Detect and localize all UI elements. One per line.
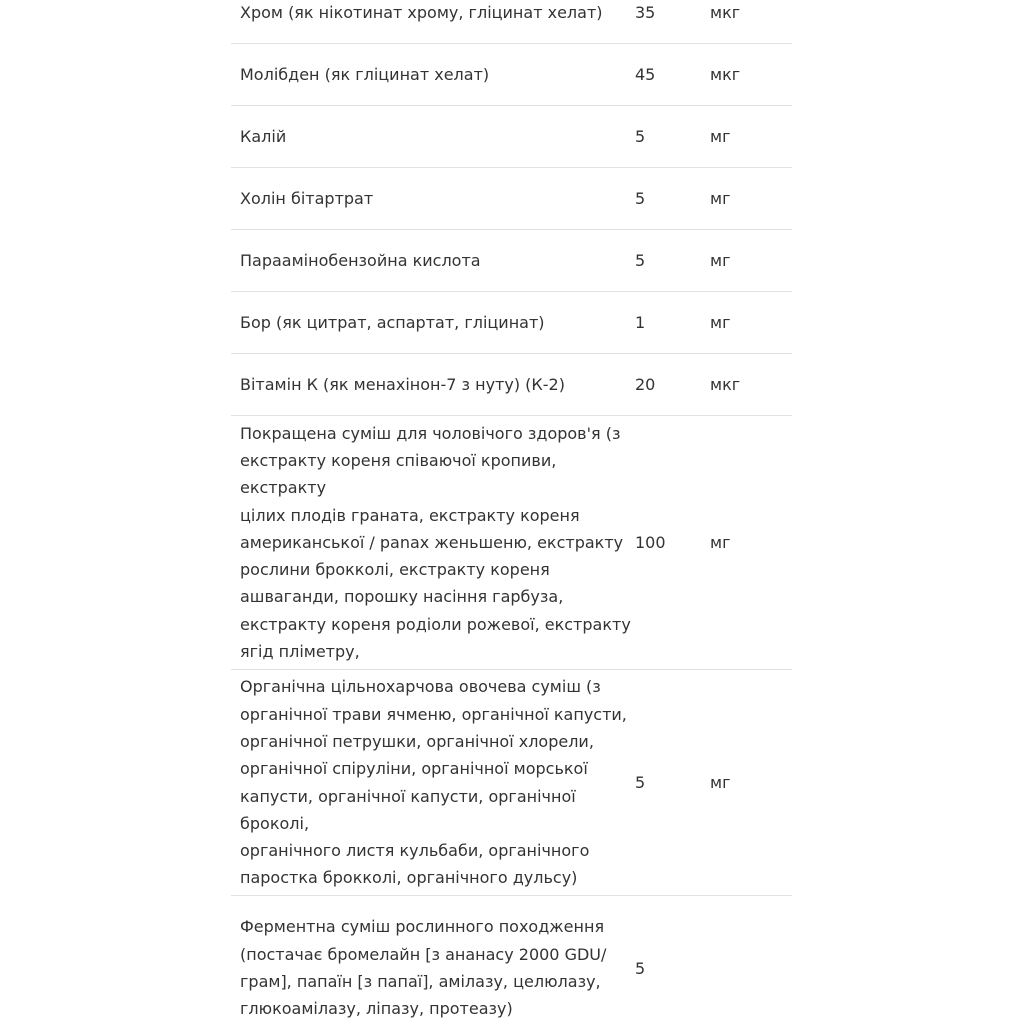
nutrient-name: Хром (як нікотинат хрому, гліцинат хелат) (240, 2, 603, 22)
nutrient-amount: 5 (635, 189, 646, 208)
nutrient-name: Вітамін К (як менахінон-7 з нуту) (К-2) (240, 374, 565, 394)
nutrient-name: Покращена суміш для чоловічого здоров'я (з екстракту кореня співаючої кропиви, екстракту цілих плодів граната, екстракту кореня американської / panax женьшеню, екстракту рослини брокколі, екстракту кореня ашваганди, порошку насіння гарбуза, екстракту кореня родіоли рожевої, екстракту ягід пліметру, (240, 423, 631, 662)
table-row (231, 896, 792, 1024)
nutrient-unit: мкг (710, 65, 741, 84)
nutrient-amount: 100 (635, 533, 666, 552)
nutrient-amount: 20 (635, 375, 656, 394)
nutrient-unit: мкг (710, 3, 741, 22)
table-row (231, 354, 792, 416)
nutrient-name: Холін бітартрат (240, 188, 374, 208)
nutrient-unit: мг (710, 773, 731, 792)
nutrient-name: Калій (240, 126, 287, 146)
nutrient-unit: мг (710, 313, 731, 332)
nutrient-amount: 1 (635, 313, 646, 332)
table-row (231, 0, 792, 44)
nutrient-unit: мг (710, 251, 731, 270)
nutrient-unit: мг (710, 127, 731, 146)
nutrient-amount: 45 (635, 65, 656, 84)
table-row (231, 230, 792, 292)
nutrition-table (231, 0, 792, 1024)
nutrient-unit: мг (710, 189, 731, 208)
nutrient-name: Молібден (як гліцинат хелат) (240, 64, 490, 84)
nutrient-amount: 5 (635, 251, 646, 270)
nutrient-name: Параамінобензойна кислота (240, 250, 481, 270)
nutrient-name: Бор (як цитрат, аспартат, гліцинат) (240, 312, 545, 332)
table-row (231, 44, 792, 106)
table-row (231, 168, 792, 230)
nutrient-amount: 5 (635, 127, 646, 146)
nutrient-name: Ферментна суміш рослинного походження (постачає бромелайн [з ананасу 2000 GDU/ грам], папаїн [з папаї], амілазу, целюлазу, глюкоамілазу, ліпазу, протеазу) (240, 917, 607, 1019)
nutrient-amount: 5 (635, 958, 646, 978)
table-row (231, 670, 792, 896)
nutrient-amount: 5 (635, 773, 646, 792)
nutrient-name: Органічна цільнохарчова овочева суміш (з органічної трави ячменю, органічної капусти, органічної петрушки, органічної хлорели, органічної спіруліни, органічної морської капусти, органічної капусти, органічної броколі, органічного листя кульбаби, органічного паростка брокколі, органічного дульсу) (240, 677, 627, 888)
nutrient-unit: мкг (710, 375, 741, 394)
nutrient-amount: 35 (635, 3, 656, 22)
table-row (231, 106, 792, 168)
nutrient-unit: мг (710, 533, 731, 552)
table-row (231, 292, 792, 354)
table-row (231, 416, 792, 670)
